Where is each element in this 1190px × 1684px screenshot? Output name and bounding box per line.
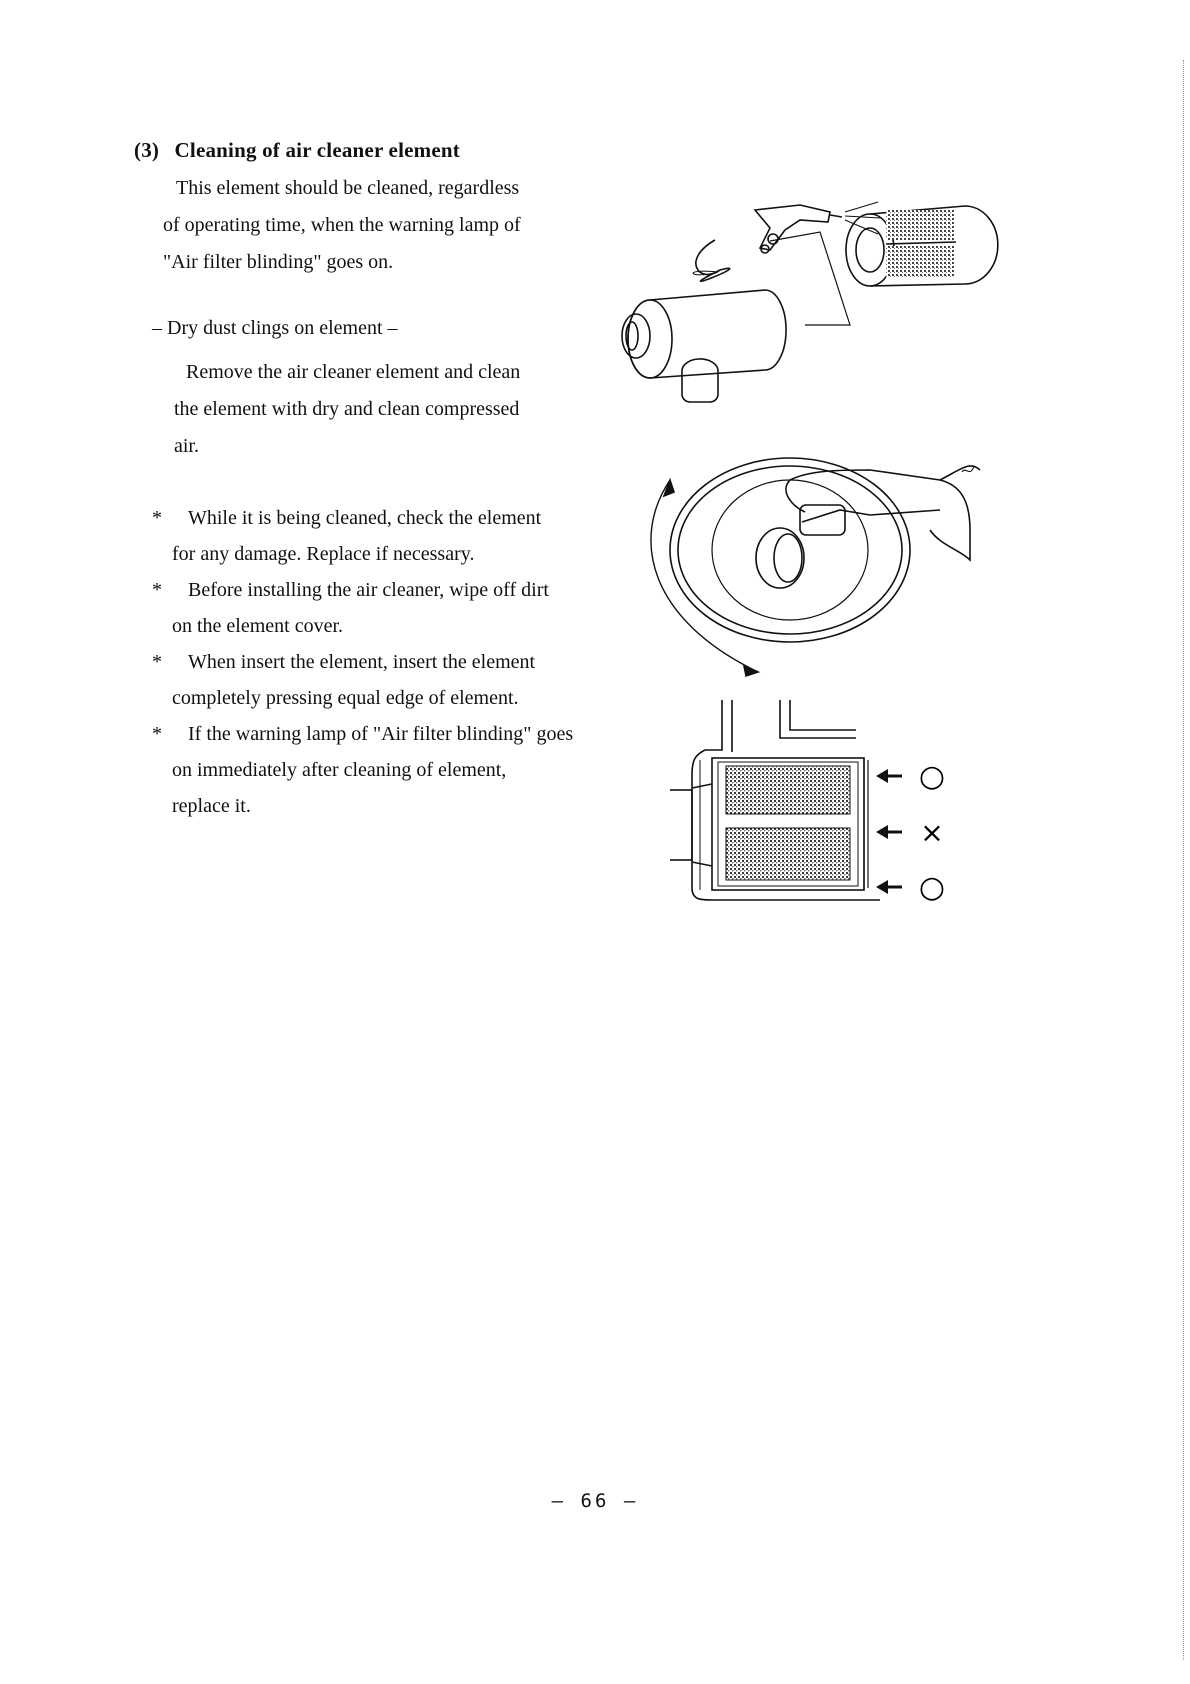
note-line: When insert the element, insert the element <box>188 651 536 673</box>
intro-paragraph <box>163 170 616 281</box>
dry-dust-line-2: the element with dry and clean compressed <box>174 398 520 420</box>
note-bullet: * <box>152 651 162 673</box>
note-line: on the element cover. <box>172 615 344 637</box>
note-line: on immediately after cleaning of element, <box>172 759 507 781</box>
mark-bottom: ○ <box>918 870 946 905</box>
intro-line-3: "Air filter blinding" goes on. <box>163 251 394 273</box>
dry-dust-line-3: air. <box>174 435 199 457</box>
page-number: – 66 – <box>551 1490 639 1512</box>
dry-dust-line-1: Remove the air cleaner element and clean <box>186 361 521 383</box>
note-line: Before installing the air cleaner, wipe off dirt <box>188 579 549 601</box>
section-title: Cleaning of air cleaner element <box>174 138 460 162</box>
note-item <box>152 644 622 716</box>
note-bullet: * <box>152 507 162 529</box>
note-bullet: * <box>152 723 162 745</box>
note-line: If the warning lamp of "Air filter blinding" goes <box>188 723 574 745</box>
element-insertion-figure <box>670 700 990 910</box>
mark-top: ○ <box>918 759 946 794</box>
intro-line-2: of operating time, when the warning lamp of <box>163 214 521 236</box>
note-line: replace it. <box>172 795 251 817</box>
note-item <box>152 572 622 644</box>
intro-line-1: This element should be cleaned, regardless <box>176 177 520 199</box>
section-heading <box>134 138 460 163</box>
note-line: While it is being cleaned, check the element <box>188 507 542 529</box>
note-line: completely pressing equal edge of element. <box>172 687 519 709</box>
note-line: for any damage. Replace if necessary. <box>172 543 475 565</box>
section-number: (3) <box>134 138 160 162</box>
wipe-cover-figure <box>640 450 1010 680</box>
dry-dust-title: – Dry dust clings on element – <box>152 317 398 339</box>
note-item <box>152 716 622 824</box>
air-gun-cleaning-figure <box>620 190 1020 440</box>
mark-middle: × <box>920 816 944 849</box>
note-item <box>152 500 622 572</box>
dry-dust-paragraph <box>174 354 616 465</box>
page-edge-line <box>1183 60 1184 1660</box>
note-bullet: * <box>152 579 162 601</box>
